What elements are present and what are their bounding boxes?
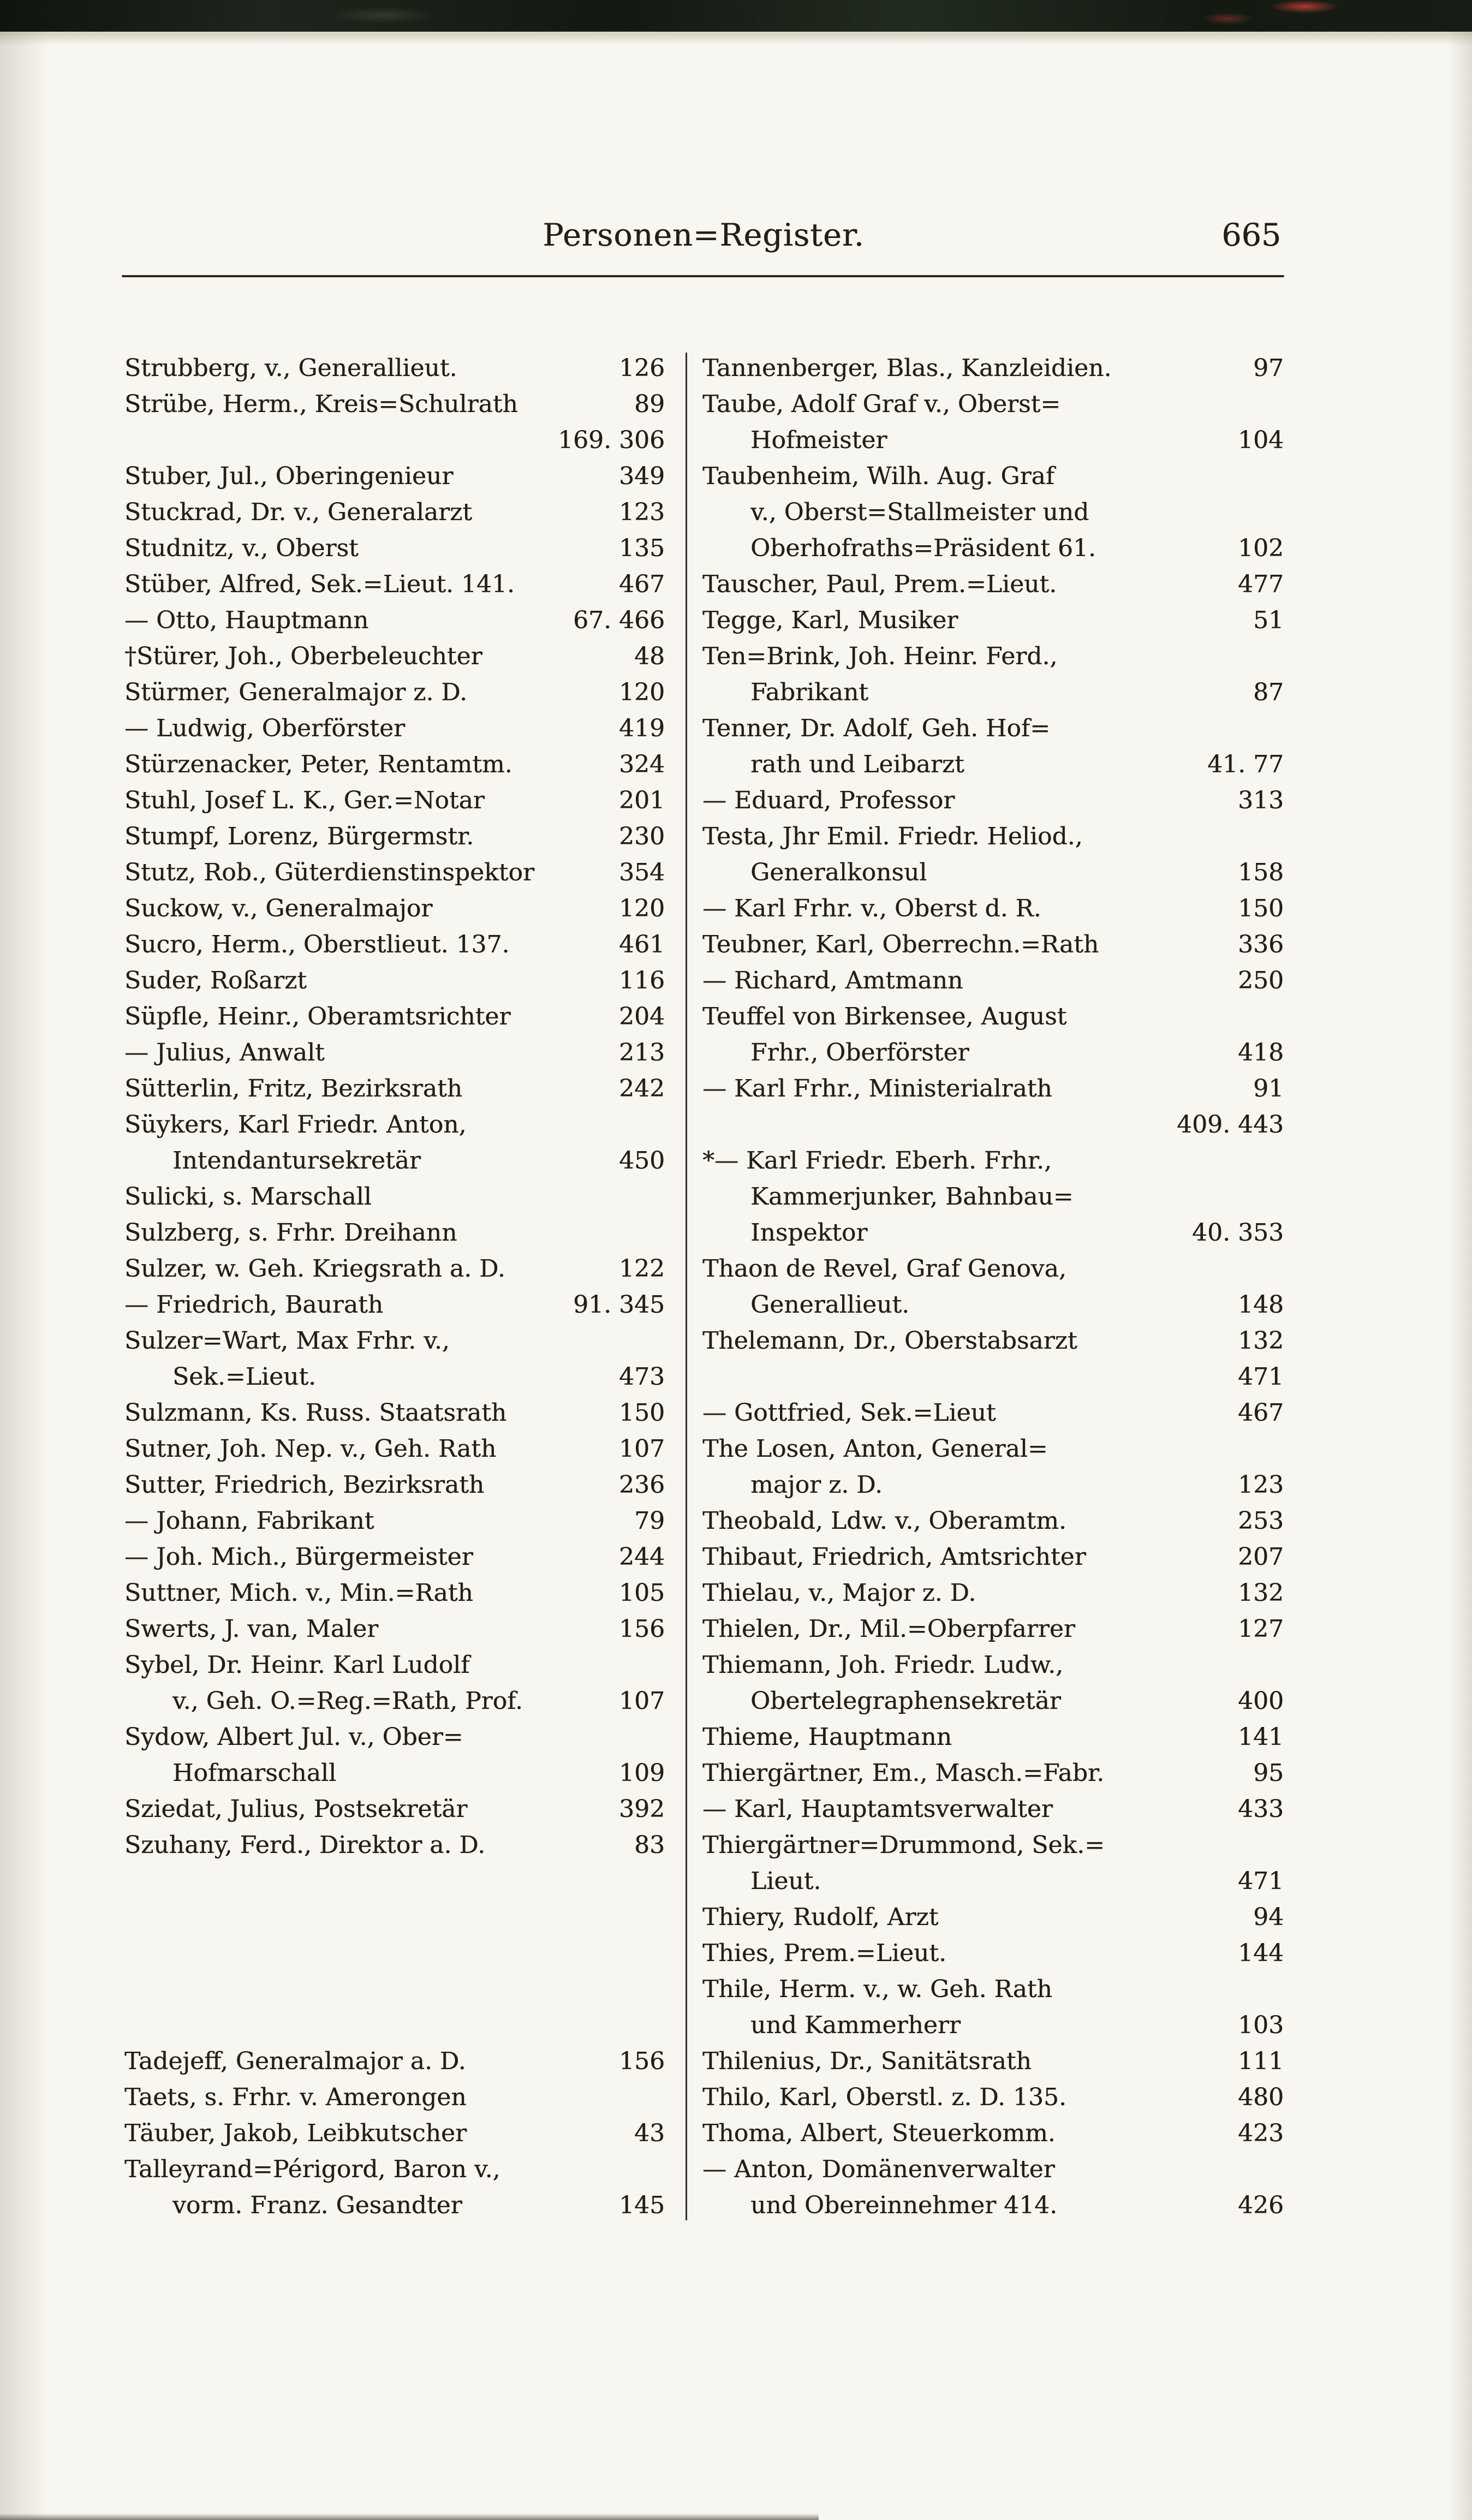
entry-page-ref: 95 — [1253, 1759, 1284, 1787]
register-columns — [124, 350, 1284, 2224]
register-row — [702, 1395, 1284, 1431]
entry-text: Thoma, Albert, Steuerkomm. — [702, 2119, 1056, 2147]
register-row — [702, 1863, 1284, 1899]
register-row — [702, 350, 1284, 386]
entry-page-ref: 94 — [1253, 1903, 1284, 1931]
entry-text: Thiergärtner=Drummond, Sek.= — [702, 1831, 1105, 1859]
entry-text: und Kammerherr — [750, 2011, 961, 2039]
register-row — [702, 1899, 1284, 1935]
entry-text: Stutz, Rob., Güterdienstinspektor — [124, 859, 534, 886]
entry-page-ref: 471 — [1238, 1867, 1284, 1895]
left-edge-shadow — [0, 32, 49, 2520]
entry-text: Teubner, Karl, Oberrechn.=Rath — [702, 931, 1099, 958]
register-row — [702, 1575, 1284, 1611]
entry-text: Thelemann, Dr., Oberstabsarzt — [702, 1327, 1077, 1355]
entry-text: Kammerjunker, Bahnbau= — [750, 1183, 1074, 1211]
entry-text: Stumpf, Lorenz, Bürgermstr. — [124, 823, 474, 850]
register-row — [124, 1899, 665, 1935]
entry-text: The Losen, Anton, General= — [702, 1435, 1048, 1463]
register-row — [124, 1755, 665, 1791]
entry-text: Generallieut. — [750, 1291, 910, 1319]
register-row — [124, 999, 665, 1035]
register-row — [124, 1467, 665, 1503]
entry-text: Intendantursekretär — [172, 1147, 421, 1175]
register-row — [702, 1359, 1284, 1395]
entry-page-ref: 111 — [1238, 2047, 1284, 2075]
entry-page-ref: 400 — [1238, 1687, 1284, 1715]
entry-text: Lieut. — [750, 1867, 821, 1895]
right-edge-shadow — [1448, 32, 1472, 2520]
register-row — [124, 963, 665, 999]
register-row — [702, 422, 1284, 458]
entry-page-ref: 150 — [619, 1399, 665, 1427]
register-row — [124, 2044, 665, 2080]
entry-text: Sulzer, w. Geh. Kriegsrath a. D. — [124, 1255, 505, 1283]
entry-text: Thiemann, Joh. Friedr. Ludw., — [702, 1651, 1063, 1679]
register-row — [702, 1971, 1284, 2007]
register-row — [702, 1179, 1284, 1215]
register-row — [702, 1827, 1284, 1863]
entry-text: Taubenheim, Wilh. Aug. Graf — [702, 462, 1055, 490]
entry-page-ref: 169. 306 — [558, 426, 665, 454]
register-row — [702, 1755, 1284, 1791]
entry-page-ref: 480 — [1238, 2083, 1284, 2111]
entry-text: Suckow, v., Generalmajor — [124, 895, 433, 922]
entry-text: Thaon de Revel, Graf Genova, — [702, 1255, 1066, 1283]
register-row — [702, 1503, 1284, 1539]
register-row — [124, 1107, 665, 1143]
register-row — [124, 350, 665, 386]
column-divider — [686, 353, 687, 2220]
entry-text: — Otto, Hauptmann — [124, 606, 369, 634]
entry-text: Sek.=Lieut. — [172, 1363, 317, 1391]
register-row — [702, 891, 1284, 927]
entry-page-ref: 123 — [1238, 1471, 1284, 1499]
entry-page-ref: 43 — [634, 2119, 665, 2147]
entry-page-ref: 336 — [1238, 931, 1284, 958]
register-row — [702, 675, 1284, 711]
entry-page-ref: 105 — [619, 1579, 665, 1607]
entry-text: Fabrikant — [750, 678, 868, 706]
register-row — [702, 1719, 1284, 1755]
register-row — [702, 1323, 1284, 1359]
entry-text: — Julius, Anwalt — [124, 1039, 325, 1067]
entry-page-ref: 91. 345 — [573, 1291, 665, 1319]
entry-text: Testa, Jhr Emil. Friedr. Heliod., — [702, 823, 1083, 850]
entry-text: — Gottfried, Sek.=Lieut — [702, 1399, 996, 1427]
entry-page-ref: 433 — [1238, 1795, 1284, 1823]
entry-text: Inspektor — [750, 1219, 868, 1247]
entry-page-ref: 201 — [619, 787, 665, 814]
entry-page-ref: 103 — [1238, 2011, 1284, 2039]
entry-text: — Joh. Mich., Bürgermeister — [124, 1543, 473, 1571]
entry-text: — Eduard, Professor — [702, 787, 955, 814]
entry-page-ref: 207 — [1238, 1543, 1284, 1571]
entry-page-ref: 122 — [619, 1255, 665, 1283]
entry-text: Generalkonsul — [750, 859, 927, 886]
register-row — [702, 639, 1284, 675]
entry-text: Obertelegraphensekretär — [750, 1687, 1061, 1715]
register-row — [702, 1215, 1284, 1251]
register-row — [702, 1287, 1284, 1323]
register-row — [702, 1647, 1284, 1683]
entry-text: Sulicki, s. Marschall — [124, 1183, 372, 1211]
entry-page-ref: 83 — [634, 1831, 665, 1859]
entry-text: Suder, Roßarzt — [124, 967, 307, 994]
register-row — [124, 927, 665, 963]
entry-page-ref: 79 — [634, 1507, 665, 1535]
entry-text: Sutter, Friedrich, Bezirksrath — [124, 1471, 485, 1499]
entry-text: Oberhofraths=Präsident 61. — [750, 534, 1096, 562]
register-row — [124, 891, 665, 927]
entry-page-ref: 473 — [619, 1363, 665, 1391]
register-row — [124, 1179, 665, 1215]
register-row — [124, 1035, 665, 1071]
entry-text: Theobald, Ldw. v., Oberamtm. — [702, 1507, 1066, 1535]
register-row — [702, 2116, 1284, 2152]
entry-page-ref: 426 — [1238, 2191, 1284, 2219]
register-row — [124, 1251, 665, 1287]
register-row — [124, 747, 665, 783]
entry-page-ref: 244 — [619, 1543, 665, 1571]
register-row — [124, 1863, 665, 1899]
entry-page-ref: 158 — [1238, 859, 1284, 886]
register-row — [702, 1251, 1284, 1287]
entry-text: Sutner, Joh. Nep. v., Geh. Rath — [124, 1435, 497, 1463]
register-row — [124, 1719, 665, 1755]
entry-page-ref: 135 — [619, 534, 665, 562]
register-row — [124, 1431, 665, 1467]
entry-page-ref: 450 — [619, 1147, 665, 1175]
register-row — [124, 567, 665, 603]
entry-page-ref: 150 — [1238, 895, 1284, 922]
register-row — [124, 2007, 665, 2044]
entry-text: Taube, Adolf Graf v., Oberst= — [702, 390, 1061, 418]
entry-text: — Anton, Domänenverwalter — [702, 2155, 1055, 2183]
entry-text: Stürzenacker, Peter, Rentamtm. — [124, 750, 512, 778]
entry-page-ref: 89 — [634, 390, 665, 418]
register-row — [124, 2116, 665, 2152]
register-row — [124, 458, 665, 495]
register-row — [702, 2188, 1284, 2224]
entry-text: Süpfle, Heinr., Oberamtsrichter — [124, 1003, 511, 1030]
register-row — [124, 531, 665, 567]
page-header — [123, 217, 1284, 261]
page-number: 665 — [1221, 217, 1281, 253]
header-rule — [122, 275, 1284, 277]
entry-page-ref: 141 — [1238, 1723, 1284, 1751]
entry-text: Sulzberg, s. Frhr. Dreihann — [124, 1219, 457, 1247]
register-row — [702, 1539, 1284, 1575]
entry-page-ref: 324 — [619, 750, 665, 778]
entry-page-ref: 51 — [1253, 606, 1284, 634]
register-row — [124, 1791, 665, 1827]
register-row — [702, 1071, 1284, 1107]
entry-page-ref: 87 — [1253, 678, 1284, 706]
entry-page-ref: 419 — [619, 714, 665, 742]
register-row — [124, 2152, 665, 2188]
entry-page-ref: 40. 353 — [1192, 1219, 1284, 1247]
register-row — [124, 1575, 665, 1611]
entry-text: Thiergärtner, Em., Masch.=Fabr. — [702, 1759, 1105, 1787]
register-row — [702, 927, 1284, 963]
register-row — [702, 2152, 1284, 2188]
register-row — [702, 386, 1284, 422]
entry-text: Tauscher, Paul, Prem.=Lieut. — [702, 570, 1057, 598]
register-row — [702, 855, 1284, 891]
entry-page-ref: 213 — [619, 1039, 665, 1067]
entry-text: Täuber, Jakob, Leibkutscher — [124, 2119, 467, 2147]
register-row — [124, 855, 665, 891]
register-row — [124, 819, 665, 855]
entry-page-ref: 477 — [1238, 570, 1284, 598]
register-row — [702, 783, 1284, 819]
entry-page-ref: 145 — [619, 2191, 665, 2219]
entry-text: Swerts, J. van, Maler — [124, 1615, 379, 1643]
entry-text: Sucro, Herm., Oberstlieut. 137. — [124, 931, 510, 958]
entry-text: Stuber, Jul., Oberingenieur — [124, 462, 454, 490]
register-row — [124, 2188, 665, 2224]
entry-page-ref: 116 — [619, 967, 665, 994]
entry-text: Tegge, Karl, Musiker — [702, 606, 958, 634]
register-row — [702, 1107, 1284, 1143]
register-row — [702, 1791, 1284, 1827]
entry-text: Stuhl, Josef L. K., Ger.=Notar — [124, 787, 485, 814]
entry-page-ref: 471 — [1238, 1363, 1284, 1391]
register-row — [702, 1935, 1284, 1971]
entry-text: Hofmeister — [750, 426, 887, 454]
entry-page-ref: 120 — [619, 678, 665, 706]
register-row — [702, 2044, 1284, 2080]
register-row — [124, 1647, 665, 1683]
entry-text: †Stürer, Joh., Oberbeleuchter — [124, 642, 482, 670]
column-left — [124, 350, 665, 2224]
register-row — [702, 567, 1284, 603]
register-row — [702, 1035, 1284, 1071]
entry-page-ref: 204 — [619, 1003, 665, 1030]
entry-page-ref: 144 — [1238, 1939, 1284, 1967]
entry-page-ref: 467 — [1238, 1399, 1284, 1427]
page-top-shadow — [0, 32, 1472, 46]
entry-text: und Obereinnehmer 414. — [750, 2191, 1058, 2219]
entry-text: Ten=Brink, Joh. Heinr. Ferd., — [702, 642, 1058, 670]
entry-text: — Friedrich, Baurath — [124, 1291, 384, 1319]
register-row — [124, 1395, 665, 1431]
register-row — [124, 1143, 665, 1179]
entry-page-ref: 91 — [1253, 1075, 1284, 1103]
entry-page-ref: 123 — [619, 498, 665, 526]
entry-text: Thies, Prem.=Lieut. — [702, 1939, 946, 1967]
entry-page-ref: 409. 443 — [1177, 1111, 1284, 1139]
register-row — [702, 747, 1284, 783]
entry-text: vorm. Franz. Gesandter — [172, 2191, 462, 2219]
entry-page-ref: 236 — [619, 1471, 665, 1499]
entry-text: Thile, Herm. v., w. Geh. Rath — [702, 1975, 1052, 2003]
entry-page-ref: 461 — [619, 931, 665, 958]
entry-text: Szuhany, Ferd., Direktor a. D. — [124, 1831, 486, 1859]
entry-text: — Richard, Amtmann — [702, 967, 963, 994]
register-row — [124, 675, 665, 711]
entry-page-ref: 126 — [619, 354, 665, 382]
entry-text: Hofmarschall — [172, 1759, 337, 1787]
entry-text: Stuckrad, Dr. v., Generalarzt — [124, 498, 472, 526]
entry-text: Tadejeff, Generalmajor a. D. — [124, 2047, 466, 2075]
entry-text: Studnitz, v., Oberst — [124, 534, 359, 562]
entry-text: Strübe, Herm., Kreis=Schulrath — [124, 390, 518, 418]
entry-text: — Karl Frhr., Ministerialrath — [702, 1075, 1052, 1103]
entry-text: Suttner, Mich. v., Min.=Rath — [124, 1579, 473, 1607]
entry-page-ref: 313 — [1238, 787, 1284, 814]
register-row — [702, 495, 1284, 531]
entry-text: Thieme, Hauptmann — [702, 1723, 952, 1751]
book-edge — [0, 0, 1472, 32]
register-row — [702, 1611, 1284, 1647]
register-row — [124, 1071, 665, 1107]
register-row — [124, 711, 665, 747]
register-row — [702, 531, 1284, 567]
register-row — [124, 783, 665, 819]
register-row — [124, 1503, 665, 1539]
entry-text: Thibaut, Friedrich, Amtsrichter — [702, 1543, 1086, 1571]
entry-text: Talleyrand=Périgord, Baron v., — [124, 2155, 500, 2183]
entry-page-ref: 250 — [1238, 967, 1284, 994]
entry-page-ref: 156 — [619, 2047, 665, 2075]
entry-text: Sulzer=Wart, Max Frhr. v., — [124, 1327, 450, 1355]
entry-text: Sziedat, Julius, Postsekretär — [124, 1795, 468, 1823]
register-row — [702, 1431, 1284, 1467]
entry-text: Süykers, Karl Friedr. Anton, — [124, 1111, 467, 1139]
entry-page-ref: 423 — [1238, 2119, 1284, 2147]
register-row — [124, 386, 665, 422]
entry-page-ref: 41. 77 — [1207, 750, 1284, 778]
page-title: Personen=Register. — [543, 217, 865, 253]
entry-text: — Karl Frhr. v., Oberst d. R. — [702, 895, 1041, 922]
register-row — [124, 639, 665, 675]
entry-text: Sydow, Albert Jul. v., Ober= — [124, 1723, 463, 1751]
column-right — [702, 350, 1284, 2224]
entry-text: v., Geh. O.=Reg.=Rath, Prof. — [172, 1687, 523, 1715]
entry-page-ref: 392 — [619, 1795, 665, 1823]
register-row — [702, 2007, 1284, 2044]
entry-page-ref: 127 — [1238, 1615, 1284, 1643]
entry-text: Sütterlin, Fritz, Bezirksrath — [124, 1075, 463, 1103]
register-row — [702, 819, 1284, 855]
entry-text: Thilo, Karl, Oberstl. z. D. 135. — [702, 2083, 1066, 2111]
entry-text: Thilenius, Dr., Sanitätsrath — [702, 2047, 1032, 2075]
entry-page-ref: 148 — [1238, 1291, 1284, 1319]
register-row — [124, 1611, 665, 1647]
entry-page-ref: 156 — [619, 1615, 665, 1643]
register-row — [702, 1683, 1284, 1719]
register-row — [702, 2080, 1284, 2116]
entry-page-ref: 102 — [1238, 534, 1284, 562]
register-row — [702, 458, 1284, 495]
entry-text: — Karl, Hauptamtsverwalter — [702, 1795, 1053, 1823]
register-row — [124, 2080, 665, 2116]
entry-page-ref: 467 — [619, 570, 665, 598]
entry-text: — Ludwig, Oberförster — [124, 714, 406, 742]
entry-text: *— Karl Friedr. Eberh. Frhr., — [702, 1147, 1052, 1175]
register-row — [124, 1539, 665, 1575]
register-row — [124, 1827, 665, 1863]
register-row — [124, 495, 665, 531]
register-row — [702, 603, 1284, 639]
entry-text: Thielen, Dr., Mil.=Oberpfarrer — [702, 1615, 1075, 1643]
register-row — [124, 1935, 665, 1971]
entry-page-ref: 132 — [1238, 1327, 1284, 1355]
entry-page-ref: 230 — [619, 823, 665, 850]
entry-page-ref: 107 — [619, 1435, 665, 1463]
register-row — [702, 963, 1284, 999]
entry-text: Stürmer, Generalmajor z. D. — [124, 678, 467, 706]
entry-text: major z. D. — [750, 1471, 883, 1499]
entry-page-ref: 418 — [1238, 1039, 1284, 1067]
entry-text: Frhr., Oberförster — [750, 1039, 969, 1067]
entry-text: Thielau, v., Major z. D. — [702, 1579, 976, 1607]
entry-page-ref: 109 — [619, 1759, 665, 1787]
entry-text: Sulzmann, Ks. Russ. Staatsrath — [124, 1399, 507, 1427]
register-row — [702, 999, 1284, 1035]
entry-page-ref: 107 — [619, 1687, 665, 1715]
register-row — [124, 1971, 665, 2007]
entry-text: Tannenberger, Blas., Kanzleidien. — [702, 354, 1112, 382]
entry-text: Stüber, Alfred, Sek.=Lieut. 141. — [124, 570, 515, 598]
entry-page-ref: 104 — [1238, 426, 1284, 454]
entry-page-ref: 132 — [1238, 1579, 1284, 1607]
entry-page-ref: 253 — [1238, 1507, 1284, 1535]
bottom-edge-shadow — [0, 2513, 819, 2520]
register-row — [702, 1143, 1284, 1179]
entry-page-ref: 120 — [619, 895, 665, 922]
register-row — [124, 1287, 665, 1323]
entry-text: rath und Leibarzt — [750, 750, 964, 778]
register-row — [124, 1215, 665, 1251]
entry-text: — Johann, Fabrikant — [124, 1507, 374, 1535]
entry-text: Teuffel von Birkensee, August — [702, 1003, 1067, 1030]
entry-page-ref: 354 — [619, 859, 665, 886]
entry-page-ref: 48 — [634, 642, 665, 670]
entry-text: Sybel, Dr. Heinr. Karl Ludolf — [124, 1651, 470, 1679]
entry-text: Thiery, Rudolf, Arzt — [702, 1903, 939, 1931]
register-row — [124, 1323, 665, 1359]
entry-text: v., Oberst=Stallmeister und — [750, 498, 1089, 526]
register-row — [124, 422, 665, 458]
entry-page-ref: 242 — [619, 1075, 665, 1103]
entry-page-ref: 97 — [1253, 354, 1284, 382]
register-row — [124, 1359, 665, 1395]
entry-page-ref: 349 — [619, 462, 665, 490]
register-row — [124, 603, 665, 639]
entry-text: Tenner, Dr. Adolf, Geh. Hof= — [702, 714, 1051, 742]
entry-text: Taets, s. Frhr. v. Amerongen — [124, 2083, 467, 2111]
register-row — [702, 1467, 1284, 1503]
entry-page-ref: 67. 466 — [573, 606, 665, 634]
entry-text: Strubberg, v., Generallieut. — [124, 354, 457, 382]
register-row — [124, 1683, 665, 1719]
register-row — [702, 711, 1284, 747]
